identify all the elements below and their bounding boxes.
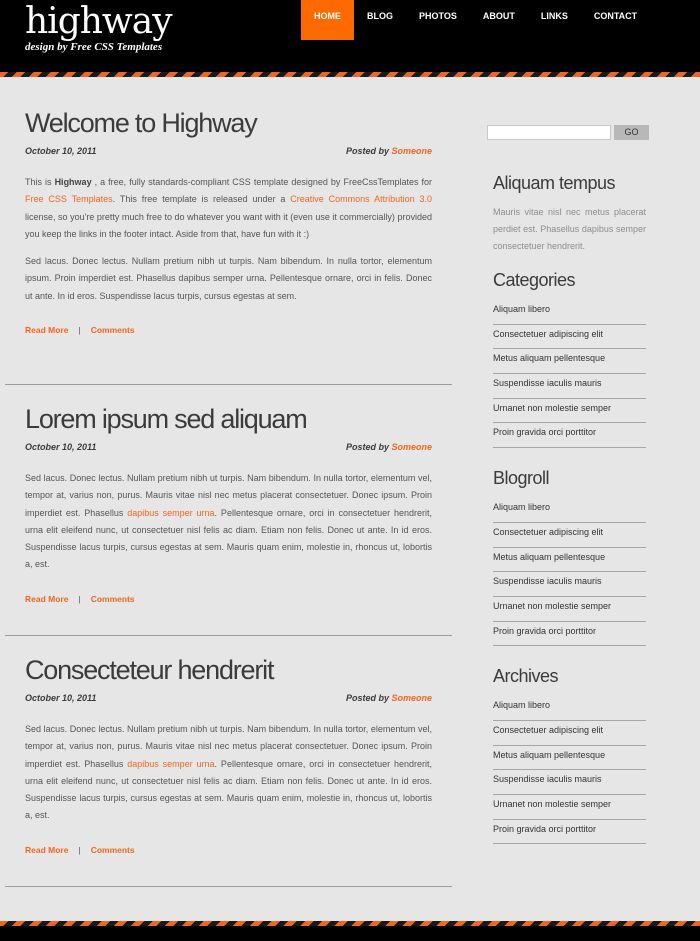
post-author-link[interactable]: Someone [391, 442, 432, 452]
post-links [25, 325, 432, 337]
post-title[interactable]: Welcome to Highway [25, 108, 257, 138]
list-item[interactable]: Suspendisse iaculis mauris [493, 572, 646, 597]
menu-link-home[interactable]: HOME [301, 0, 354, 40]
list-item[interactable]: Proin gravida orci porttitor [493, 820, 646, 845]
separator: | [78, 844, 81, 855]
sidebar-archives [493, 665, 646, 844]
separator: | [78, 325, 81, 336]
list-item[interactable]: Consectetuer adipiscing elit [493, 721, 646, 746]
dapibus-link[interactable]: dapibus semper urna [127, 758, 215, 769]
post-entry [25, 721, 432, 825]
post-author-link[interactable]: Someone [391, 693, 432, 703]
post-byline [346, 693, 432, 703]
comments-link[interactable]: Comments [90, 593, 135, 604]
free-css-templates-link[interactable]: Free CSS Templates [25, 194, 113, 205]
separator: | [78, 593, 81, 604]
post-divider [5, 886, 452, 887]
posted-by-label: Posted by [345, 442, 389, 452]
site-tagline: design by Free CSS Templates [25, 41, 163, 53]
menu-link-contact[interactable]: CONTACT [593, 11, 638, 21]
sidebar-description: Mauris vitae nisl nec metus placerat perdiet est. Phasellus dapibus semper consectetuer hendrerit. [493, 207, 646, 251]
text: Sed lacus. Donec lectus. Nullam pretium nibh ut turpis. Nam bibendum. In nulla tortor, elementum vel, tempor at, varius non, purus. Mauris vitae nisl nec metus placerat consectetuer. Donec ipsum. Proin imperdiet est. Phasellus [25, 724, 432, 769]
bold-text: Highway [54, 177, 92, 187]
post-paragraph [25, 174, 432, 243]
sidebar-aliquam-tempus [493, 172, 646, 255]
list-item[interactable]: Metus aliquam pellentesque [493, 548, 646, 573]
dapibus-link[interactable]: dapibus semper urna [127, 507, 215, 518]
read-more-link[interactable]: Read More [25, 325, 69, 336]
menu-link-photos[interactable]: PHOTOS [419, 11, 457, 21]
menu-item-blog [354, 0, 406, 42]
list-item[interactable]: Urnanet non molestie semper [493, 399, 646, 424]
post-divider [5, 384, 452, 385]
post-byline [346, 442, 432, 452]
list-item[interactable]: Metus aliquam pellentesque [493, 349, 646, 374]
menu-item-photos [406, 0, 470, 42]
list-item[interactable]: Aliquam libero [493, 300, 646, 325]
list-item[interactable]: Consectetuer adipiscing elit [493, 523, 646, 548]
list-item[interactable]: Suspendisse iaculis mauris [493, 374, 646, 399]
read-more-link[interactable]: Read More [25, 844, 69, 855]
menu-link-blog[interactable]: BLOG [367, 11, 393, 21]
site-header [0, 0, 700, 73]
list-item[interactable]: Consectetuer adipiscing elit [493, 325, 646, 350]
post-links [25, 845, 432, 857]
post-divider [5, 635, 452, 636]
search-input[interactable] [487, 125, 611, 140]
sidebar-blogroll [493, 467, 646, 646]
menu-item-links [528, 0, 581, 42]
list-item[interactable]: Proin gravida orci porttitor [493, 622, 646, 647]
list-item[interactable]: Proin gravida orci porttitor [493, 423, 646, 448]
post-entry [25, 470, 432, 574]
post [5, 404, 452, 606]
list-item[interactable]: Urnanet non molestie semper [493, 795, 646, 820]
post [5, 108, 452, 337]
sidebar-heading: Blogroll [493, 468, 550, 489]
post-meta [25, 442, 432, 456]
sidebar [493, 172, 646, 844]
list-item[interactable]: Suspendisse iaculis mauris [493, 770, 646, 795]
site-footer [0, 926, 700, 941]
list-item[interactable]: Aliquam libero [493, 696, 646, 721]
site-logo[interactable] [25, 2, 172, 53]
text: , a free, fully standards-compliant CSS template designed by FreeCssTemplates for [91, 177, 432, 187]
post-author-link[interactable]: Someone [391, 146, 432, 156]
post-date: October 10, 2011 [25, 693, 97, 703]
list-item[interactable]: Aliquam libero [493, 498, 646, 523]
post-meta [25, 146, 432, 160]
site-title[interactable]: highway [25, 1, 172, 42]
search-go-button[interactable]: GO [614, 125, 649, 140]
post-date: October 10, 2011 [25, 146, 97, 156]
menu-item-contact [581, 0, 650, 42]
post-byline [346, 146, 432, 156]
list-item[interactable]: Urnanet non molestie semper [493, 597, 646, 622]
sidebar-heading: Categories [493, 270, 576, 290]
archives-list [493, 696, 646, 844]
main-menu [301, 0, 650, 42]
text: . Pellentesque ornare, orci in consectetuer hendrerit, urna elit eleifend nunc, ut consectetuer nisl felis ac diam. Etiam non felis. Donec ut ante. In id eros. Suspendisse lacus turpis, cursus egestas at sem. Mauris quam enim, molestie in, rhoncus ut, lobortis a, est. [25, 507, 432, 570]
post-date: October 10, 2011 [25, 442, 97, 452]
post-title[interactable]: Lorem ipsum sed aliquam [25, 404, 307, 434]
post-entry [25, 174, 432, 305]
post-meta [25, 693, 432, 707]
categories-list [493, 300, 646, 448]
post-title[interactable]: Consecteteur hendrerit [25, 655, 274, 685]
posted-by-label: Posted by [345, 693, 389, 703]
text: . This free template is released under a [112, 194, 291, 205]
comments-link[interactable]: Comments [90, 844, 135, 855]
text: license, so you're pretty much free to do whatever you want with it (even use it commercially) provided you keep the links in the footer intact. Aside from that, have fun with it :) [25, 211, 432, 239]
post-paragraph [25, 721, 432, 825]
menu-link-about[interactable]: ABOUT [482, 11, 515, 21]
comments-link[interactable]: Comments [90, 325, 135, 336]
blogroll-list [493, 498, 646, 646]
menu-item-about [470, 0, 528, 42]
text: . Pellentesque ornare, orci in consectetuer hendrerit, urna elit eleifend nunc, ut consectetuer nisl felis ac diam. Etiam non felis. Donec ut ante. In id eros. Suspendisse lacus turpis, cursus egestas at sem. Mauris quam enim, molestie in, rhoncus ut, lobortis a, est. [25, 758, 432, 821]
creative-commons-link[interactable]: Creative Commons Attribution 3.0 [290, 194, 433, 205]
menu-link-links[interactable]: LINKS [540, 11, 568, 21]
menu-item-home [301, 0, 354, 42]
read-more-link[interactable]: Read More [25, 593, 69, 604]
post-paragraph [25, 470, 432, 574]
post [5, 655, 452, 857]
posted-by-label: Posted by [345, 146, 389, 156]
sidebar-heading: Aliquam tempus [493, 173, 616, 193]
post-paragraph: Sed lacus. Donec lectus. Nullam pretium nibh ut turpis. Nam bibendum. In nulla tortor, elementum ipsum. Proin imperdiet est. Phasellus dapibus semper urna. Pellentesque ornare, orci in felis. Donec ut ante. In id eros. Suspendisse lacus turpis, cursus egestas at sem. [25, 256, 432, 301]
sidebar-categories [493, 269, 646, 448]
list-item[interactable]: Metus aliquam pellentesque [493, 746, 646, 771]
sidebar-heading: Archives [493, 666, 559, 687]
post-links [25, 594, 432, 606]
text: This is [25, 177, 55, 187]
header-stripe [0, 72, 700, 77]
text: Sed lacus. Donec lectus. Nullam pretium nibh ut turpis. Nam bibendum. In nulla tortor, elementum vel, tempor at, varius non, purus. Mauris vitae nisl nec metus placerat consectetuer. Donec ipsum. Proin imperdiet est. Phasellus [25, 473, 432, 518]
